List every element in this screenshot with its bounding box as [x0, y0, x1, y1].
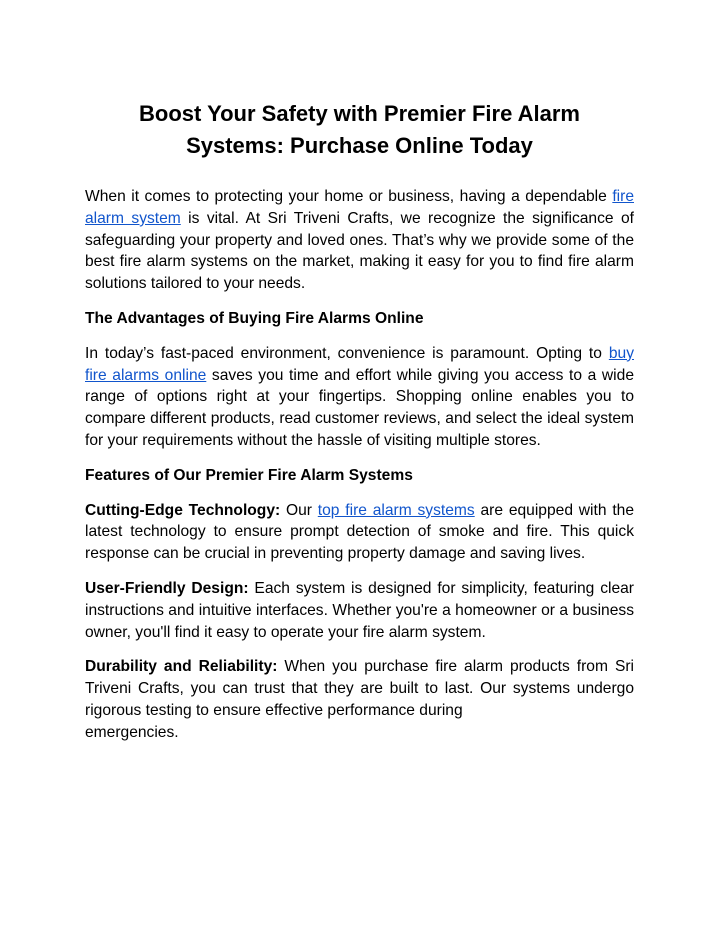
advantages-paragraph — [85, 343, 634, 452]
advantages-text-start: In today’s fast-paced environment, convenience is paramount. Opting to — [85, 344, 609, 362]
feature-durability-text: When you purchase fire alarm products from Sri Triveni Crafts, you can trust that they are built to last. Our systems undergo rigorous testing to ensure effective performance during — [85, 658, 634, 719]
feature-design-lead: User-Friendly Design: — [85, 579, 249, 597]
feature-durability-lead: Durability and Reliability: — [85, 658, 278, 676]
document-page — [85, 98, 634, 757]
title-line-1: Boost Your Safety with Premier Fire Alarm — [139, 101, 580, 126]
feature-technology-text-start: Our — [280, 501, 318, 519]
feature-design-text: Each system is designed for simplicity, featuring clear instructions and intuitive interfaces. Whether you're a homeowner or a business owner, you'll find it easy to operate your fire alarm system. — [85, 579, 634, 641]
intro-text-start: When it comes to protecting your home or business, having a dependable — [85, 188, 613, 205]
section-heading-features: Features of Our Premier Fire Alarm Systems — [85, 466, 413, 484]
fire-alarm-system-link[interactable]: fire alarm system — [85, 188, 634, 227]
intro-text-end: is vital. At Sri Triveni Crafts, we recognize the significance of safeguarding your property and loved ones. That’s why we provide some of the best fire alarm systems on the market, making it easy for you to find fire alarm solutions tailored to your needs. — [85, 209, 634, 293]
feature-technology-lead: Cutting-Edge Technology: — [85, 501, 281, 519]
feature-design-paragraph — [85, 578, 634, 643]
feature-durability-text-end: emergencies. — [85, 723, 179, 741]
feature-durability-paragraph — [85, 656, 634, 743]
feature-technology-text-end: are equipped with the latest technology to ensure prompt detection of smoke and fire. This quick response can be crucial in preventing property damage and saving lives. — [85, 501, 634, 563]
feature-technology-paragraph — [85, 500, 634, 565]
section-heading-advantages: The Advantages of Buying Fire Alarms Online — [85, 309, 424, 327]
page-title — [85, 98, 634, 162]
title-line-2: Systems: Purchase Online Today — [186, 133, 533, 158]
advantages-text-end: saves you time and effort while giving you access to a wide range of options right at your fingertips. Shopping online enables you to compare different products, read customer reviews, and select the ideal system for your requirements without the hassle of visiting multiple stores. — [85, 366, 634, 449]
top-fire-alarm-systems-link[interactable]: top fire alarm systems — [317, 501, 475, 519]
intro-paragraph — [85, 186, 634, 295]
buy-fire-alarms-online-link[interactable]: buy fire alarms online — [85, 344, 634, 384]
